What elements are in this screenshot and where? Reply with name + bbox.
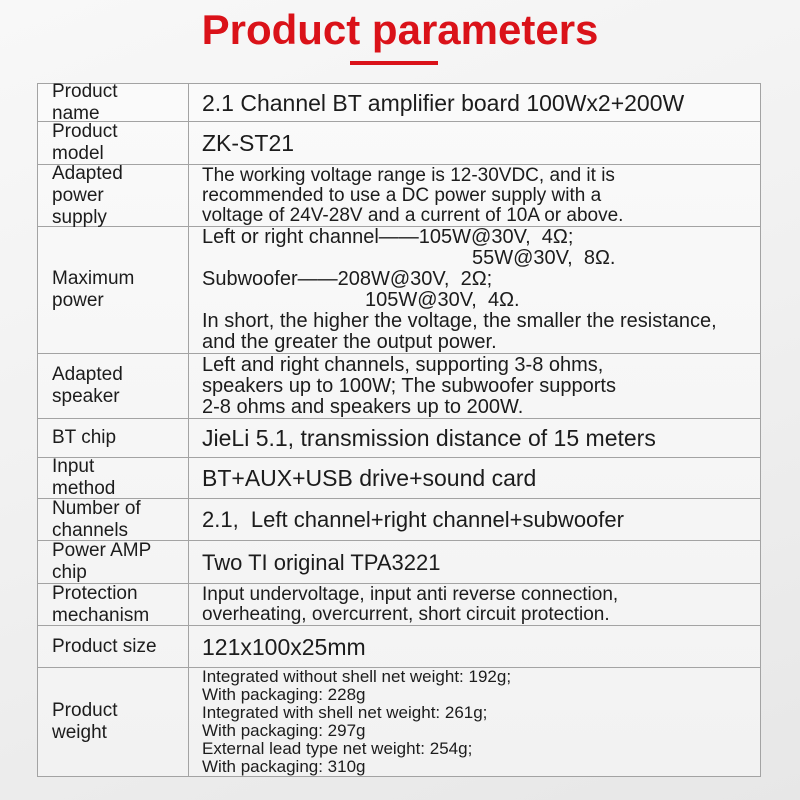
spec-value <box>189 354 760 418</box>
value-line: 55W@30V, 8Ω. <box>472 247 616 269</box>
spec-label: Adapted speaker <box>38 354 189 418</box>
spec-label: Protection mechanism <box>38 584 189 625</box>
value-line: speakers up to 100W; The subwoofer supports <box>202 374 616 397</box>
spec-label: Maximum power <box>38 227 189 353</box>
spec-label: Product name <box>38 84 189 121</box>
spec-label: BT chip <box>38 419 189 457</box>
page-title: Product parameters <box>201 6 599 53</box>
spec-value <box>189 584 760 625</box>
spec-value: JieLi 5.1, transmission distance of 15 meters <box>202 425 656 451</box>
spec-value <box>189 668 760 776</box>
title-underline <box>350 61 438 65</box>
spec-row-product-size <box>38 626 760 668</box>
spec-label: Adapted power supply <box>38 165 189 226</box>
spec-table <box>37 80 761 777</box>
spec-value: 2.1 Channel BT amplifier board 100Wx2+200W <box>202 89 685 116</box>
spec-value <box>189 165 760 226</box>
spec-label: Number of channels <box>38 499 189 540</box>
spec-row-adapted-speaker <box>38 354 760 419</box>
spec-label: Product model <box>38 122 189 164</box>
value-line: Subwoofer——208W@30V, 2Ω; <box>202 268 493 290</box>
spec-row-product-name <box>38 80 760 124</box>
value-line: With packaging: 228g <box>202 685 366 704</box>
spec-row-maximum-power <box>38 227 760 354</box>
spec-row-adapted-power-supply <box>38 162 760 228</box>
spec-value: BT+AUX+USB drive+sound card <box>202 465 537 491</box>
value-line: 2-8 ohms and speakers up to 200W. <box>202 395 524 418</box>
spec-row-protection-mechanism <box>38 584 760 626</box>
value-line: With packaging: 297g <box>202 721 366 740</box>
spec-row-input-method <box>38 458 760 499</box>
spec-value: 121x100x25mm <box>202 633 366 660</box>
value-line: 105W@30V, 4Ω. <box>365 289 520 311</box>
value-line: With packaging: 310g <box>202 757 366 776</box>
spec-row-product-weight <box>38 668 760 776</box>
value-line: Left and right channels, supporting 3-8 ohms, <box>202 353 604 376</box>
spec-row-power-amp-chip <box>38 541 760 584</box>
spec-value: 2.1, Left channel+right channel+subwoofer <box>202 507 624 532</box>
spec-value <box>189 227 760 353</box>
value-line: voltage of 24V-28V and a current of 10A or above. <box>202 204 624 226</box>
value-line: Integrated with shell net weight: 261g; <box>202 703 488 722</box>
value-line: Integrated without shell net weight: 192g; <box>202 667 512 686</box>
value-line: overheating, overcurrent, short circuit protection. <box>202 603 610 625</box>
value-line: The working voltage range is 12-30VDC, and it is <box>202 164 615 186</box>
value-line: In short, the higher the voltage, the smaller the resistance, and the greater the output power. <box>202 310 723 353</box>
spec-label: Power AMP chip <box>38 541 189 583</box>
spec-row-number-of-channels <box>38 499 760 541</box>
spec-label: Product weight <box>38 668 189 776</box>
spec-row-bt-chip <box>38 419 760 458</box>
value-line: Left or right channel——105W@30V, 4Ω; <box>202 226 574 248</box>
value-line: External lead type net weight: 254g; <box>202 739 473 758</box>
value-line: Input undervoltage, input anti reverse connection, <box>202 583 619 605</box>
spec-value: Two TI original TPA3221 <box>202 549 441 575</box>
spec-label: Input method <box>38 458 189 498</box>
spec-row-product-model <box>38 122 760 165</box>
spec-value: ZK-ST21 <box>202 130 295 156</box>
spec-label: Product size <box>38 626 189 667</box>
value-line: recommended to use a DC power supply with a <box>202 184 602 206</box>
